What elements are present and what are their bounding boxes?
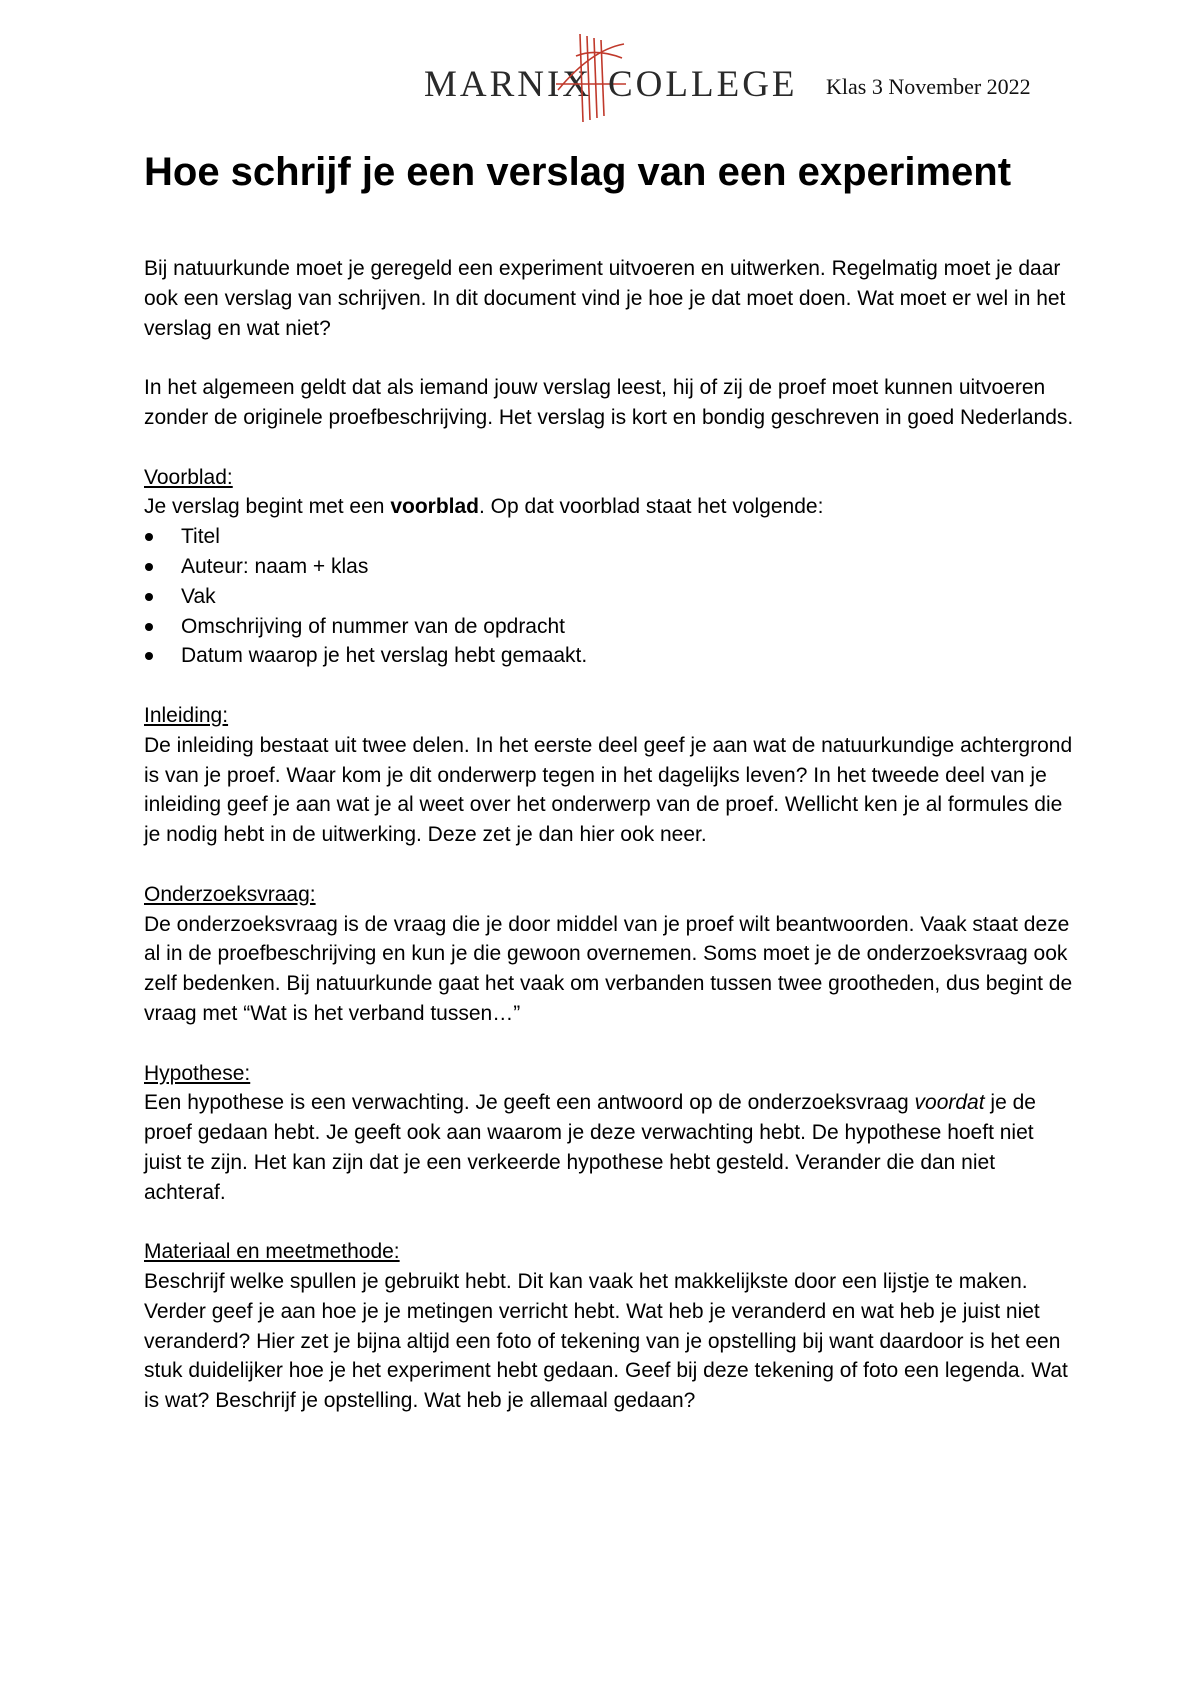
inleiding-text: De inleiding bestaat uit twee delen. In het eerste deel geef je aan wat de natuurkundige achtergrond is van je proef. Waar kom je dit onderwerp tegen in het dagelijks leven? In het tweede deel van je inleiding geef je aan wat je al weet over het onderwerp van de proef. Wellicht ken je al formules die je nodig hebt in de uitwerking. Deze zet je dan hier ook neer. <box>144 733 1073 847</box>
materiaal-paragraph-2: Verder geef je aan hoe je je metingen verricht hebt. Wat heb je veranderd en wat heb je juist niet veranderd? Hier zet je bijna altijd een foto of tekening van je opstelling bij want daardoor is het een stuk duidelijker hoe je het experiment hebt gedaan. Geef bij deze tekening of foto een legenda. Wat is wat? Beschrijf je opstelling. Wat heb je allemaal gedaan? <box>144 1299 1068 1413</box>
list-item: Omschrijving of nummer van de opdracht <box>144 612 1074 642</box>
voorblad-bold: voorblad <box>390 495 479 519</box>
logo-text-college: COLLEGE <box>608 64 798 105</box>
section-heading-inleiding: Inleiding: <box>144 703 229 727</box>
hypothese-italic: voordat <box>914 1091 985 1115</box>
page-title: Hoe schrijf je een verslag van een experiment <box>144 150 1012 194</box>
section-heading-hypothese: Hypothese: <box>144 1061 251 1085</box>
list-item: Vak <box>144 582 1074 612</box>
school-logo <box>424 30 798 122</box>
intro-paragraph-2: In het algemeen geldt dat als iemand jouw verslag leest, hij of zij de proef moet kunnen uitvoeren zonder de originele proefbeschrijving. Het verslag is kort en bondig geschreven in goed Nederlands. <box>144 376 1074 429</box>
section-heading-voorblad: Voorblad: <box>144 465 233 489</box>
intro-paragraph-1: Bij natuurkunde moet je geregeld een experiment uitvoeren en uitwerken. Regelmatig moet je daar ook een verslag van schrijven. In dit document vind je hoe je dat moet doen. Wat moet er wel in het verslag en wat niet? <box>144 257 1066 340</box>
materiaal-paragraph-1: Beschrijf welke spullen je gebruikt hebt. Dit kan vaak het makkelijkste door een lijstje te maken. <box>144 1270 1028 1294</box>
voorblad-list <box>144 522 1074 671</box>
document-body <box>144 254 1074 1416</box>
list-item: Titel <box>144 522 1074 552</box>
section-heading-onderzoeksvraag: Onderzoeksvraag: <box>144 882 316 906</box>
document-header <box>0 0 1200 140</box>
section-heading-materiaal: Materiaal en meetmethode: <box>144 1240 400 1264</box>
logo-text-marnix: MARNIX <box>424 64 593 105</box>
hypothese-text: Een hypothese is een verwachting. Je geeft een antwoord op de onderzoeksvraag voordat je de proef gedaan hebt. Je geeft ook aan waarom je deze verwachting hebt. De hypothese hoeft niet juist te zijn. Het kan zijn dat je een verkeerde hypothese hebt gesteld. Verander die dan niet achteraf. <box>144 1091 1036 1204</box>
list-item: Datum waarop je het verslag hebt gemaakt. <box>144 641 1074 671</box>
voorblad-text: Je verslag begint met een voorblad. Op dat voorblad staat het volgende: <box>144 495 824 519</box>
onderzoeksvraag-text: De onderzoeksvraag is de vraag die je door middel van je proef wilt beantwoorden. Vaak staat deze al in de proefbeschrijving en kun je die gewoon overnemen. Soms moet je de onderzoeksvraag ook zelf bedenken. Bij natuurkunde gaat het vaak om verbanden tussen twee grootheden, dus begint de vraag met “Wat is het verband tussen…” <box>144 912 1073 1025</box>
list-item: Auteur: naam + klas <box>144 552 1074 582</box>
class-date: Klas 3 November 2022 <box>826 74 1031 99</box>
